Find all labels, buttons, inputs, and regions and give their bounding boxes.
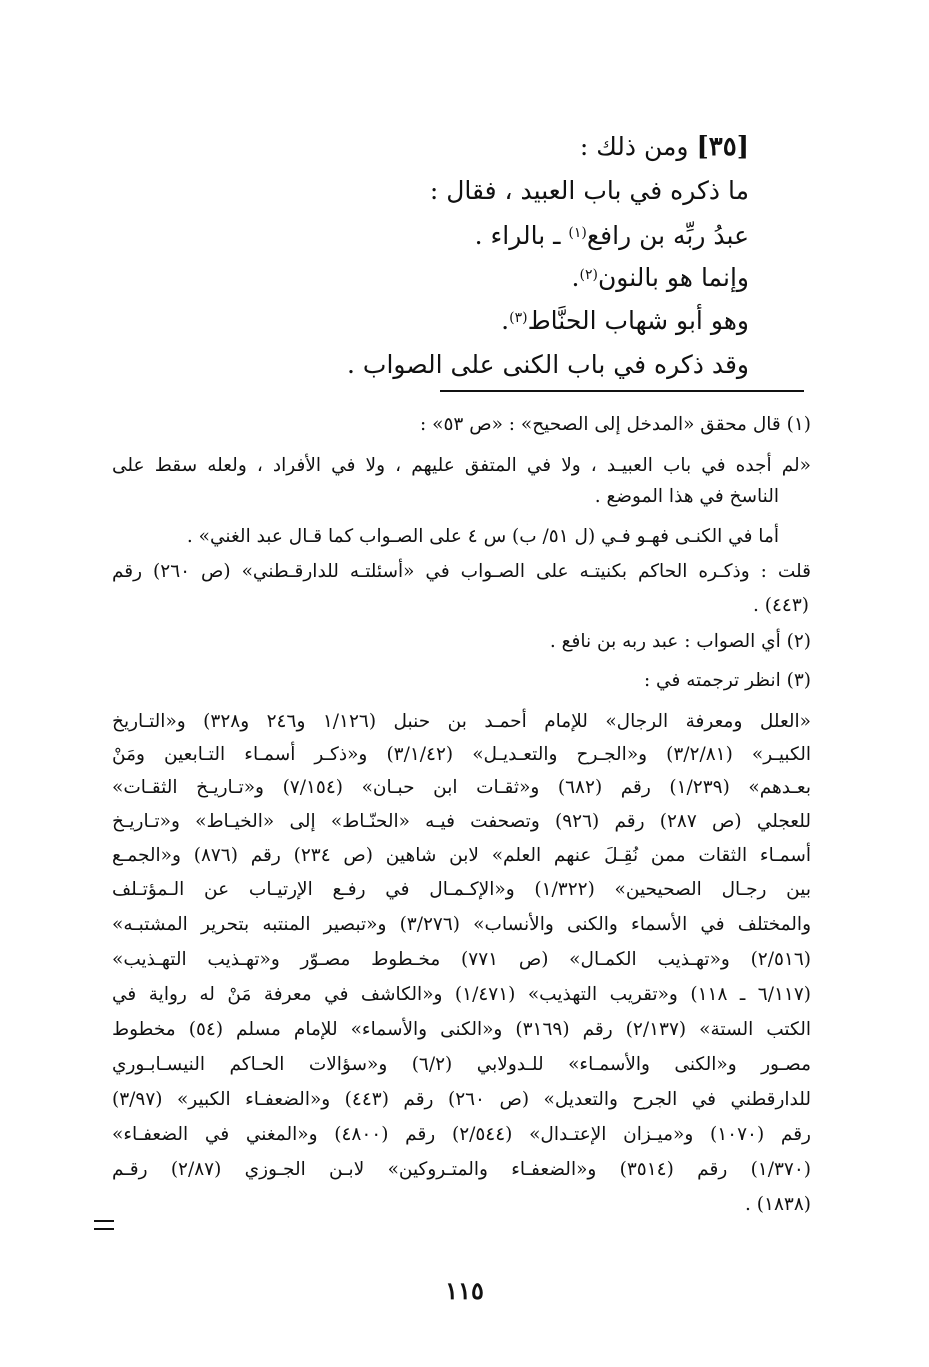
entry-intro: ومن ذلك : [579,132,689,161]
footnote-1-line-3: أما في الكنـى فهـو فـي (ل ٥١/ ب) س ٤ على الصـواب كما قـال عبد الغني» . [186,526,779,547]
footnote-ref-3[interactable]: (٣) [509,310,528,326]
footnote-1-line-4: قلت : وذكـره الحاكم بكنيتـه على الصـواب في «أسئلتـه للدارقـطني» (ص ٢٦٠) رقم [112,561,811,582]
footnote-3-line-1: «العلل ومعرفة الرجال» للإمام أحمـد بن حنبل (١/١٢٦ و٢٤٦ و٣٢٨) و«التـاريخ [112,711,812,732]
footnote-3-line-14: (١/٣٧٠) رقم (٣٥١٤) و«الضعفـاء والمتـروكين» لابـن الجـوزي (٢/٨٧) رقـم [112,1159,811,1180]
footnote-1-title: (١) قال محقق «المدخل إلى الصحيح» : «ص ٥٣» : [420,414,811,435]
footnote-separator [440,390,804,392]
footnote-3-line-4: للعجلي (ص ٢٨٧) رقم (٩٢٦) وتصحفت فيـه «الحنّـاط» إلى «الخيـاط» و«تـاريـخ [112,811,811,832]
footnote-3-line-11: مصـور و«الكنى والأسمـاء» للـدولابي (٦/٢) و«سؤالات الحـاكم النيسـابـوري [112,1054,811,1075]
footnote-1-line-1: «لم أجده في باب العبيـد ، ولا في المتفق عليهم ، ولا في الأفراد ، ولعله سقط على [112,455,811,476]
page-number: ١١٥ [445,1276,484,1305]
main-line-3 [572,263,749,293]
main-line-5: وقد ذكره في باب الكنى على الصواب . [347,350,749,379]
entry-heading [580,132,749,162]
main-line-1: ما ذكره في باب العبيد ، فقال : [429,176,749,205]
footnote-3-line-5: أسمـاء الثقات ممن نُقِـلَ عنهم العلم» لابن شاهين (ص ٢٣٤) رقم (٨٧٦) و«الجمـع [112,845,811,866]
footnote-3-line-15: (١٨٣٨) . [745,1194,811,1215]
main-line-2 [475,221,749,251]
footnote-3-line-7: والمختلف في الأسماء والكنى والأنساب» (٣/٢٧٦) و«تبصير المنتبه بتحرير المشتبـه» [112,914,811,935]
footnote-3-line-3: بعـدهم» (١/٢٣٩) رقم (٦٨٢) و«ثقـات ابن حبـان» (٧/١٥٤) و«تـاريـخ الثقـات» [112,777,811,798]
footnote-1-line-2: الناسخ في هذا الموضع . [594,486,779,507]
main-line-4-period: . [501,306,510,335]
footnote-ref-1[interactable]: (١) [568,225,587,241]
main-line-4-text: وهو أبو شهاب الحنَّاط [527,306,749,335]
entry-number: [٣٥] [696,132,749,162]
footnote-3-line-10: الكتب الستة» (٢/١٣٧) رقم (٣١٦٩) و«الكنى والأسماء» للإمام مسلم (٥٤) مخطوط [112,1019,811,1040]
main-line-4 [501,306,749,336]
footnote-3-title: (٣) انظر ترجمته في : [643,670,811,691]
footnote-3-line-8: (٢/٥١٦) و«تهـذيب الكمـال» (ص ٧٧١) مخـطوط مصـوّر و«تهـذيب التهـذيب» [112,949,811,970]
footnote-3-line-13: رقم (١٠٧٠) و«ميـزان الإعتـدال» (٢/٥٤٤) رقم (٤٨٠٠) و«المغني في الضعفـاء» [112,1124,811,1145]
footnote-1-line-5: (٤٤٣) . [752,595,809,616]
footnote-3-line-6: بين رجـال الصحيحين» (١/٣٢٢) و«الإكـمـال في رفـع الإرتيـاب عن الـمؤتـلف [112,879,811,900]
footnote-3-line-2: الكبيـر» (٣/٢/٨١) و«الجـرح والتعـديـل» (٣/١/٤٢) و«ذكـر أسمـاء التـابعين ومَنْ [112,744,812,765]
narrator-name: عبدُ ربِّه بن رافع [586,221,749,250]
main-line-2-tail: ـ بالراء . [474,221,569,250]
footnote-3-line-9: (٦/١١٧ ـ ١١٨) و«تقريب التهذيب» (١/٤٧١) و«الكاشف في معرفة مَنْ له رواية في [112,984,811,1005]
footnote-end-mark [94,1220,114,1230]
footnote-3-line-12: للدارقطني في الجرح والتعديل» (ص ٢٦٠) رقم (٤٤٣) و«الضعفـاء الكبير» (٣/٩٧) [112,1089,812,1110]
main-line-3-text: وإنما هو بالنون [597,263,749,292]
footnote-ref-2[interactable]: (٢) [579,267,598,283]
main-line-3-period: . [571,263,580,292]
footnote-2: (٢) أي الصواب : عبد ربه بن نافع . [549,631,811,652]
